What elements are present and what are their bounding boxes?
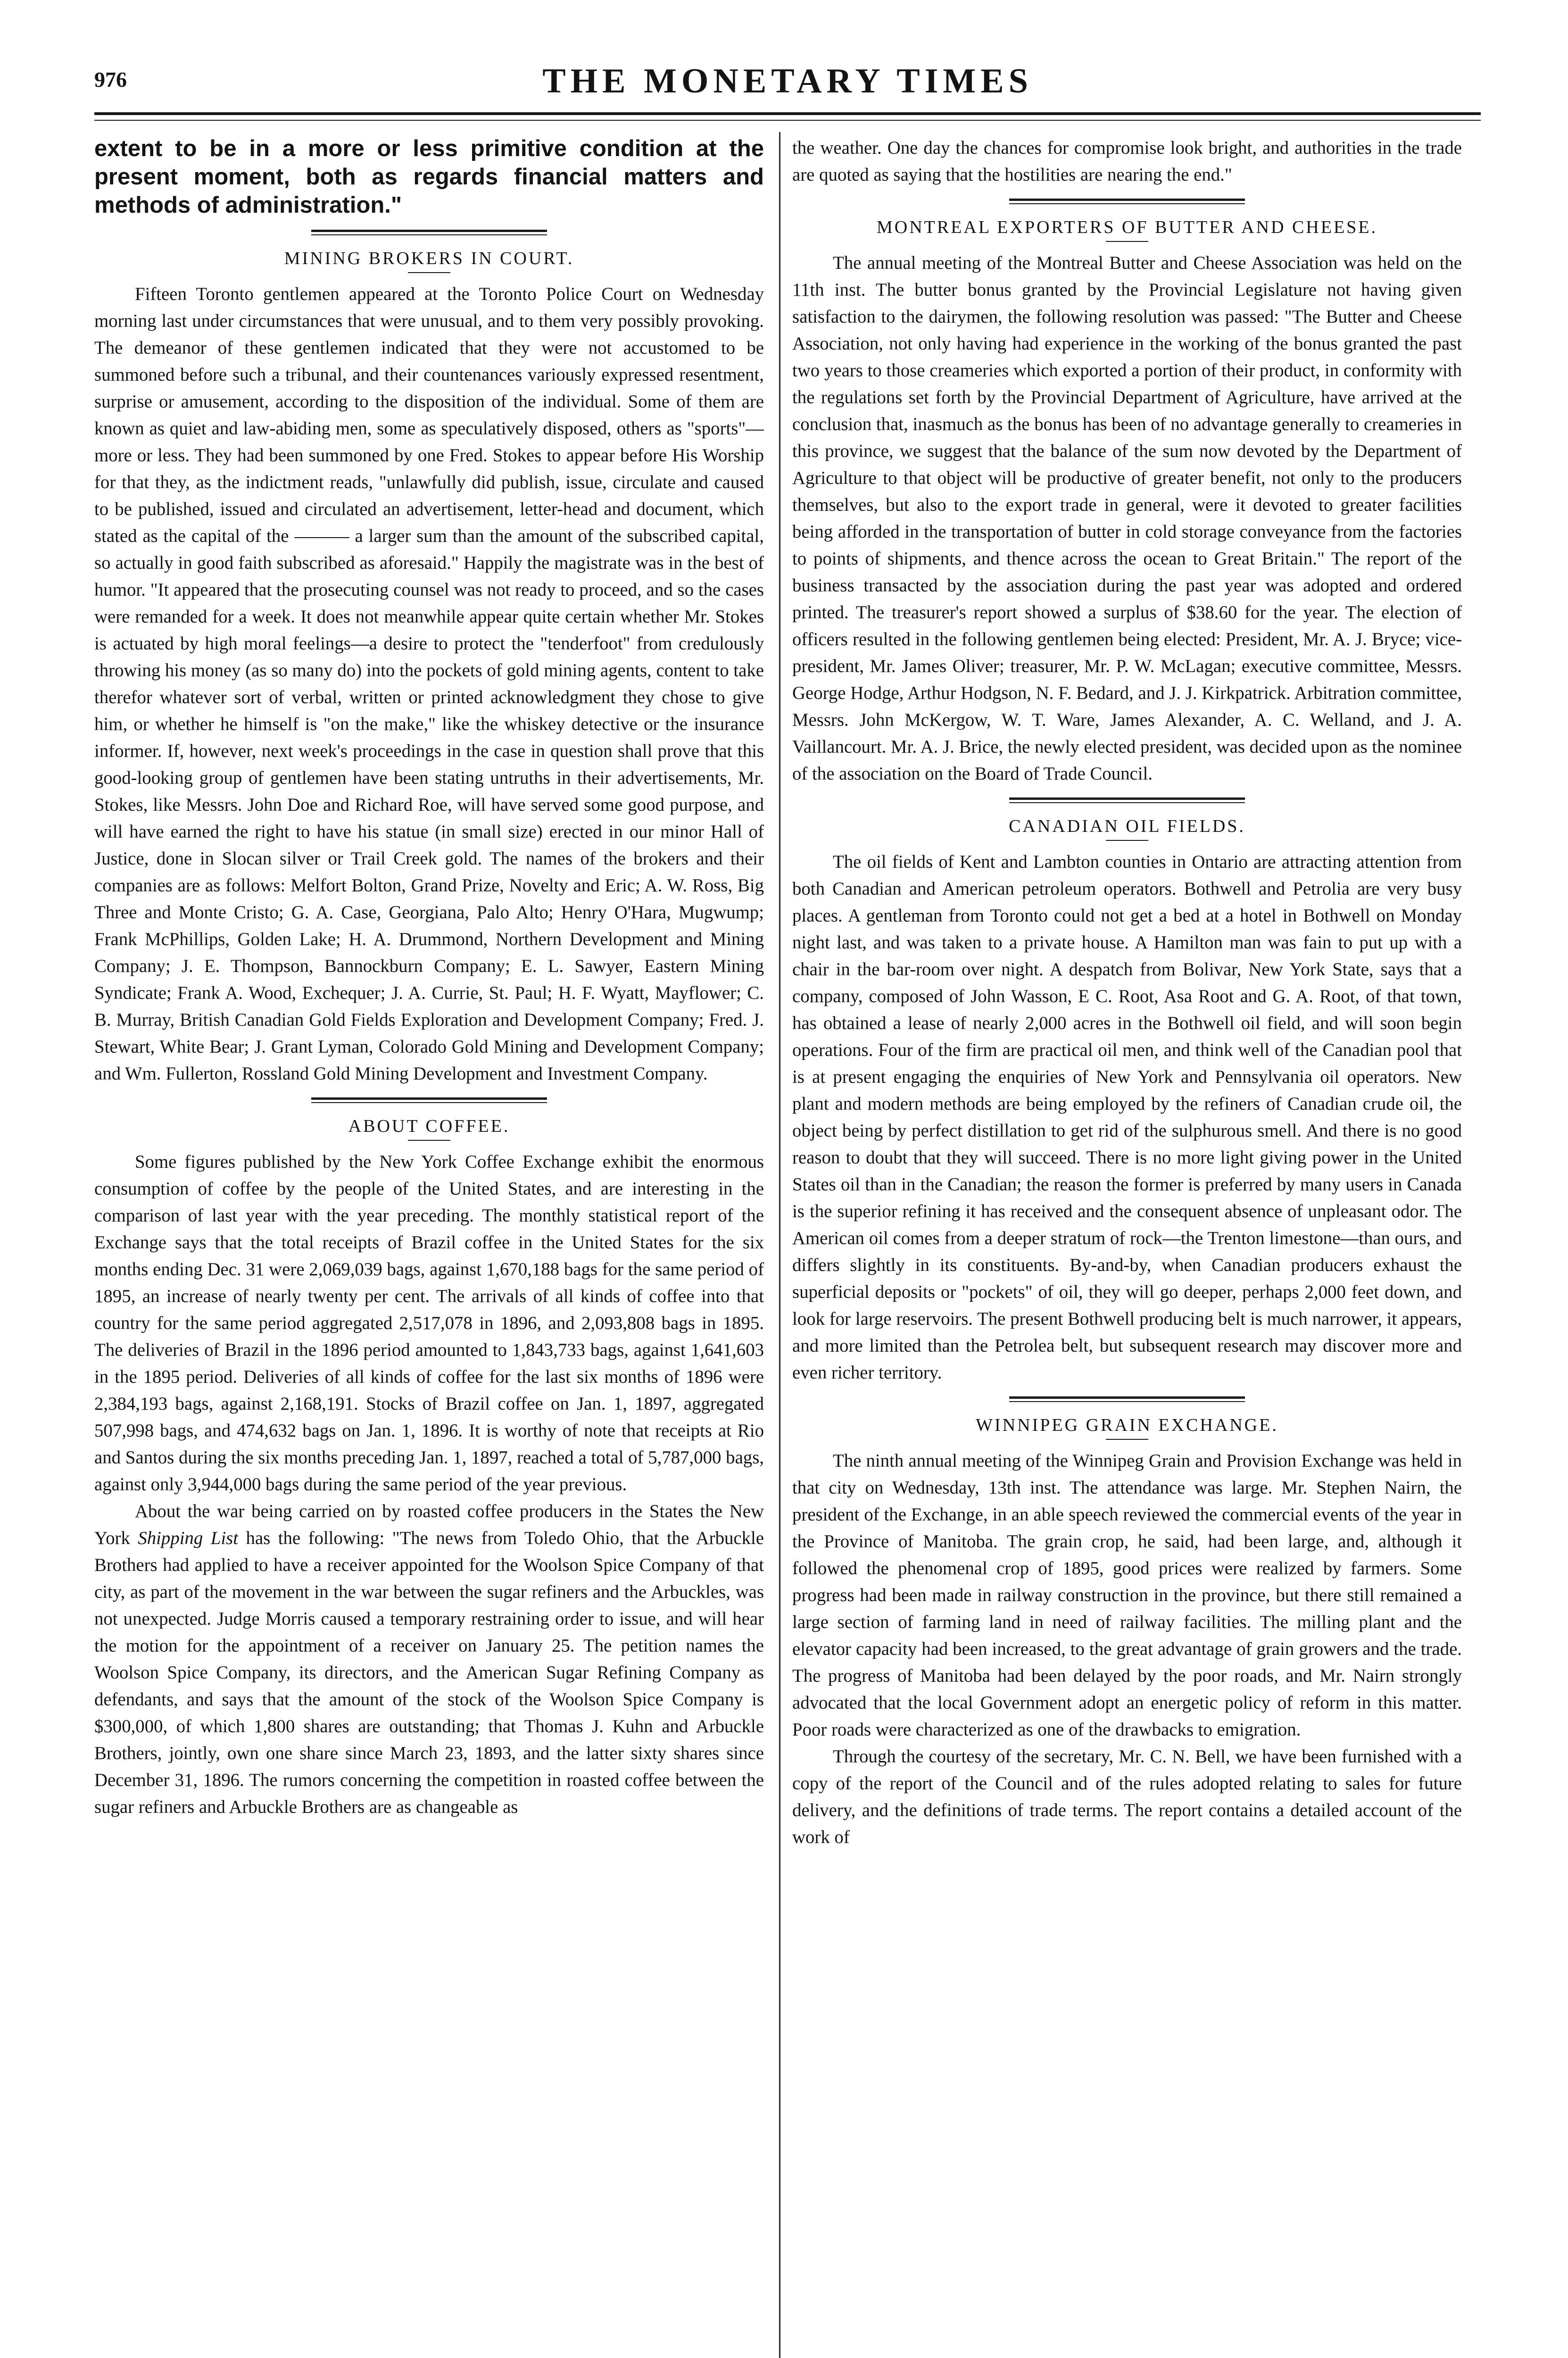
section-break bbox=[792, 1386, 1462, 1413]
article-heading-mining-brokers: MINING BROKERS IN COURT. bbox=[284, 249, 574, 268]
article-heading-montreal-exporters: MONTREAL EXPORTERS OF BUTTER AND CHEESE. bbox=[876, 217, 1378, 237]
text-run: About the war being carried on by roasted coffee producers in the States the New York bbox=[94, 1501, 764, 1548]
article-paragraph: Some figures published by the New York Coffee Exchange exhibit the enormous consumption of coffee by the people of the United States, and are interesting in the comparison of last year with the year preceding. The monthly statistical report of the Exchange says that the total receipts of Brazil coffee in the United States for the six months ending Dec. 31 were 2,069,039 bags, against 1,670,188 bags for the same period of 1895, an increase of nearly twenty per cent. The arrivals of all kinds of coffee into that country for the same period aggregated 2,517,078 in 1896, and 2,093,808 bags in 1895. The deliveries of Brazil in the 1896 period amounted to 1,843,733 bags, against 1,641,603 in the 1895 period. Deliveries of all kinds of coffee for the last six months of 1896 were 2,384,193 bags, against 2,168,191. Stocks of Brazil coffee on Jan. 1, 1897, aggregated 507,998 bags, and 474,632 bags on Jan. 1, 1896. It is worthy of note that receipts at Rio and Santos during the six months preceding Jan. 1, 1897, reached a total of 5,787,000 bags, against only 3,944,000 bags during the same period of the year previous. bbox=[94, 1152, 764, 1495]
heading-rule bbox=[1106, 241, 1148, 242]
section-break bbox=[792, 188, 1462, 216]
publication-name: Shipping List bbox=[138, 1528, 239, 1548]
header-rule bbox=[94, 112, 1481, 115]
column-divider bbox=[779, 132, 780, 2358]
heading-rule bbox=[1106, 1439, 1148, 1440]
section-break bbox=[94, 219, 764, 247]
article-paragraph: Through the courtesy of the secretary, Mr. C. N. Bell, we have been furnished with a copy of the report of the Council and of the rules adopted relating to sales for future delivery, and the definitions of trade terms. The report contains a detailed account of the work of bbox=[792, 1746, 1462, 1847]
section-break bbox=[792, 787, 1462, 814]
heading-rule bbox=[408, 272, 450, 273]
article-paragraph: The oil fields of Kent and Lambton counties in Ontario are attracting attention from both Canadian and American petroleum operators. Bothwell and Petrolia are very busy places. A gentleman from Toronto could not get a bed at a hotel in Bothwell on Monday night last, and was taken to a private house. A Hamilton man was fain to put up with a chair in the bar-room over night. A despatch from Bolivar, New York State, says that a company, composed of John Wasson, E C. Root, Asa Root and G. A. Root, of that town, has obtained a lease of nearly 2,000 acres in the Bothwell oil field, and will soon begin operations. Four of the firm are practical oil men, and think well of the Canadian pool that is at present engaging the enquiries of New York and Pennsylvania oil operators. New plant and modern methods are being employed by the refiners of Canadian crude oil, the object being by perfect distillation to get rid of the sulphurous smell. And there is no good reason to doubt that they will succeed. There is no more light giving power in the United States oil than in the Canadian; the reason the former is preferred by many users in Canada is the superior refining it has received and the consequent absence of unpleasant odor. The American oil comes from a deeper stratum of rock—the Trenton limestone—than ours, and differs slightly in its constituents. By-and-by, when Canadian producers exhaust the superficial deposits or "pockets" of oil, they will go deeper, perhaps 2,000 feet down, and look for large reservoirs. The present Bothwell producing belt is much narrower, it appears, and more limited than the Petrolea belt, but subsequent research may discover more and even richer territory. bbox=[792, 852, 1462, 1383]
article-paragraph: The ninth annual meeting of the Winnipeg Grain and Provision Exchange was held in that city on Wednesday, 13th inst. The attendance was large. Mr. Stephen Nairn, the president of the Exchange, in an able speech reviewed the commercial events of the year in the Province of Manitoba. The grain crop, he said, had been large, and, although it followed the phenomenal crop of 1895, good prices were realized by farmers. Some progress had been made in railway construction in the province, but there still remained a large section of farming land in need of railway facilities. The milling plant and the elevator capacity had been increased, to the great advantage of grain growers and the trade. The progress of Manitoba had been delayed by the poor roads, and Mr. Nairn strongly advocated that the local Government adopt an energetic policy of reform in this matter. Poor roads were characterized as one of the drawbacks to emigration. bbox=[792, 1451, 1462, 1740]
article-paragraph: Fifteen Toronto gentlemen appeared at the Toronto Police Court on Wednesday morning last under circumstances that were unusual, and to them very possibly provoking. The demeanor of these gentlemen indicated that they were not accustomed to be summoned before such a tribunal, and their countenances variously expressed resentment, surprise or amusement, according to the disposition of the individual. Some of them are known as quiet and law-abiding men, some as speculatively disposed, others as "sports"—more or less. They had been summoned by one Fred. Stokes to appear before His Worship for that they, as the indictment reads, "unlawfully did publish, issue, circulate and caused to be published, issued and circulated an advertisement, letter-head and document, which stated as the capital of the ——— a larger sum than the amount of the subscribed capital, so actually in good faith subscribed as aforesaid." Happily the magistrate was in the best of humor. "It appeared that the prosecuting counsel was not ready to proceed, and so the cases were remanded for a week. It does not meanwhile appear quite certain whether Mr. Stokes is actuated by high moral feelings—a desire to protect the "tenderfoot" from credulously throwing his money (as so many do) into the pockets of gold mining agents, content to take therefor whatever sort of verbal, written or printed acknowledgment they chose to give him, or whether he himself is "on the make," like the whiskey detective or the insurance informer. If, however, next week's proceedings in the case in question shall prove that this good-looking group of gentlemen have been stating untruths in their advertisements, Mr. Stokes, like Messrs. John Doe and Richard Roe, will have served some good purpose, and will have earned the right to have his statue (in small size) erected in our minor Hall of Justice, done in Slocan silver or Trail Creek gold. The names of the brokers and their companies are as follows: Melfort Bolton, Grand Prize, Novelty and Eric; A. W. Ross, Big Three and Monte Cristo; G. A. Case, Georgiana, Palo Alto; Henry O'Hara, Mugwump; Frank McPhillips, Golden Lake; H. A. Drummond, Northern Development and Mining Company; J. E. Thompson, Bannockburn Company; E. L. Sawyer, Eastern Mining Syndicate; Frank A. Wood, Exchequer; J. A. Currie, St. Paul; H. F. Wyatt, Mayflower; C. B. Murray, British Canadian Gold Fields Exploration and Development Company; Fred. J. Stewart, White Bear; J. Grant Lyman, Colorado Gold Mining and Development Company; and Wm. Fullerton, Rossland Gold Mining Development and Investment Company. bbox=[94, 284, 764, 1084]
article-heading-winnipeg-grain: WINNIPEG GRAIN EXCHANGE. bbox=[976, 1415, 1278, 1435]
journal-title: THE MONETARY TIMES bbox=[542, 62, 1033, 100]
section-break bbox=[94, 1087, 764, 1114]
article-heading-about-coffee: ABOUT COFFEE. bbox=[348, 1116, 510, 1136]
page-number: 976 bbox=[94, 67, 127, 91]
header-rule-thin bbox=[94, 120, 1481, 121]
text-run: has the following: "The news from Toledo Ohio, that the Arbuckle Brothers had applied to have a receiver appointed for the Woolson Spice Company of that city, as part of the movement in the war between the sugar refiners and the Arbuckles, was not unexpected. Judge Morris caused a temporary restraining order to issue, and will hear the motion for the appointment of a receiver on January 25. The petition names the Woolson Spice Company, its directors, and the American Sugar Refining Company as defendants, and says that the amount of the stock of the Woolson Spice Company is $300,000, of which 1,800 shares are outstanding; that Thomas J. Kuhn and Arbuckle Brothers, jointly, own one share since March 23, 1893, and the latter sixty shares since December 31, 1896. The rumors concerning the competition in roasted coffee between the sugar refiners and Arbuckle Brothers are as changeable as bbox=[94, 1528, 764, 1817]
left-column bbox=[94, 134, 764, 2358]
right-column bbox=[792, 134, 1462, 2358]
page-header bbox=[94, 61, 1481, 113]
lead-paragraph: extent to be in a more or less primitive condition at the present moment, both as regards financial matters and methods of administration." bbox=[94, 136, 764, 218]
heading-rule bbox=[408, 1140, 450, 1141]
continuation-paragraph: the weather. One day the chances for compromise look bright, and authorities in the trade are quoted as saying that the hostilities are nearing the end." bbox=[792, 138, 1462, 185]
article-paragraph bbox=[94, 1498, 764, 1820]
article-paragraph: The annual meeting of the Montreal Butter and Cheese Association was held on the 11th inst. The butter bonus granted by the Provincial Legislature not having given satisfaction to the dairymen, the following resolution was passed: "The Butter and Cheese Association, not only having had experience in the working of the bonus granted the past two years to those creameries which exported a portion of their product, in conformity with the regulations set forth by the Provincial Department of Agriculture, have arrived at the conclusion that, inasmuch as the bonus has been of no advantage generally to creameries in this province, we suggest that the balance of the sum now devoted by the Department of Agriculture to that object will be productive of greater benefit, not only to the producers themselves, but also to the export trade in general, were it devoted to greater facilities being afforded in the transportation of butter in cold storage conveyance from the factories to points of shipments, and thence across the ocean to Great Britain." The report of the business transacted by the association during the past year was adopted and ordered printed. The treasurer's report showed a surplus of $38.60 for the year. The election of officers resulted in the following gentlemen being elected: President, Mr. A. J. Bryce; vice-president, Mr. James Oliver; treasurer, Mr. P. W. McLagan; executive committee, Messrs. George Hodge, Arthur Hodgson, N. F. Bedard, and J. J. Kirkpatrick. Arbitration committee, Messrs. John McKergow, W. T. Ware, James Alexander, A. C. Welland, and J. A. Vaillancourt. Mr. A. J. Brice, the newly elected president, was decided upon as the nominee of the association on the Board of Trade Council. bbox=[792, 253, 1462, 784]
heading-rule bbox=[1106, 840, 1148, 841]
article-heading-canadian-oil: CANADIAN OIL FIELDS. bbox=[1009, 816, 1245, 836]
